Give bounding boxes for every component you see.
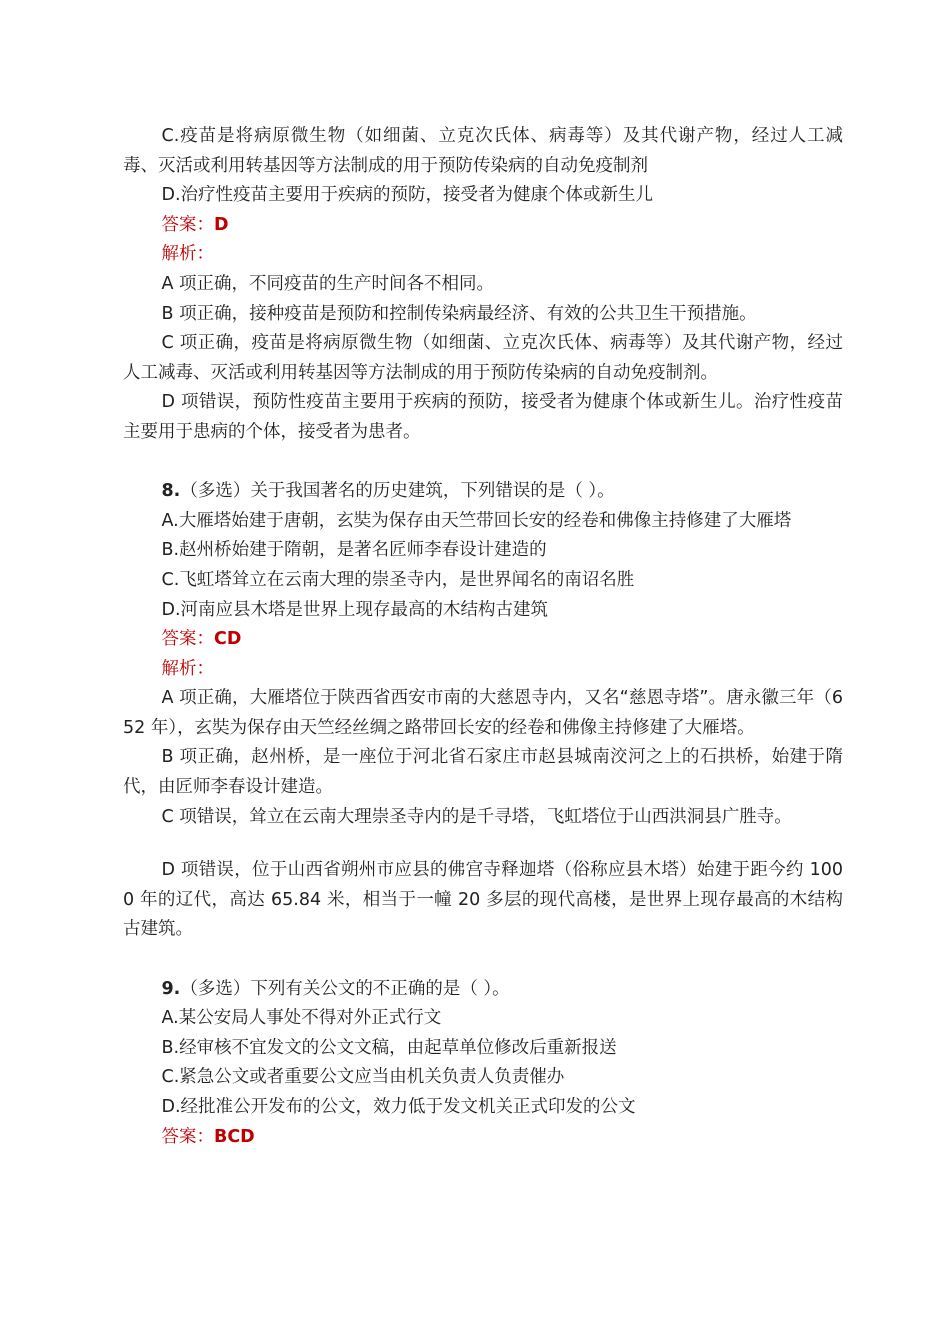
q7-option-d: D.治疗性疫苗主要用于疾病的预防，接受者为健康个体或新生儿 bbox=[161, 185, 654, 206]
q8-analysis bbox=[123, 684, 843, 945]
answer-label: 答案： bbox=[161, 629, 214, 650]
question-number: 8. bbox=[161, 481, 181, 502]
question-7-options bbox=[123, 122, 843, 211]
q9-option-c: C.紧急公文或者重要公文应当由机关负责人负责催办 bbox=[161, 1067, 565, 1088]
question-number: 9. bbox=[161, 978, 181, 999]
q7-analysis-c: C 项正确，疫苗是将病原微生物（如细菌、立克次氏体、病毒等）及其代谢产物，经过人工减毒、灭活或利用转基因等方法制成的用于预防传染病的自动免疫制剂。 bbox=[123, 333, 843, 383]
q7-analysis-d: D 项错误，预防性疫苗主要用于疾病的预防，接受者为健康个体或新生儿。治疗性疫苗主要用于患病的个体，接受者为患者。 bbox=[123, 392, 843, 442]
q7-option-c: C.疫苗是将病原微生物（如细菌、立克次氏体、病毒等）及其代谢产物，经过人工减毒、灭活或利用转基因等方法制成的用于预防传染病的自动免疫制剂 bbox=[123, 126, 843, 176]
q8-analysis-d: D 项错误，位于山西省朔州市应县的佛宫寺释迦塔（俗称应县木塔）始建于距今约 1000 年的辽代，高达 65.84 米，相当于一幢 20 多层的现代高楼，是世界上现存最高的木结构古建筑。 bbox=[123, 860, 843, 940]
q8-stem bbox=[123, 477, 843, 507]
q7-analysis-label: 解析： bbox=[161, 244, 214, 265]
q8-option-d: D.河南应县木塔是世界上现存最高的木结构古建筑 bbox=[161, 599, 549, 620]
q9-stem bbox=[123, 975, 843, 1005]
answer-value: BCD bbox=[214, 1126, 255, 1147]
question-stem: （多选）下列有关公文的不正确的是（ ）。 bbox=[180, 978, 510, 999]
q8-answer bbox=[123, 625, 843, 655]
q8-analysis-c: C 项错误，耸立在云南大理崇圣寺内的是千寻塔，飞虹塔位于山西洪洞县广胜寺。 bbox=[161, 806, 792, 827]
q9-option-d: D.经批准公开发布的公文，效力低于发文机关正式印发的公文 bbox=[161, 1097, 636, 1117]
q7-analysis bbox=[123, 270, 843, 448]
answer-value: D bbox=[214, 214, 229, 235]
q7-analysis-a: A 项正确，不同疫苗的生产时间各不相同。 bbox=[161, 273, 495, 294]
answer-label: 答案： bbox=[161, 214, 214, 235]
q7-answer bbox=[123, 211, 843, 241]
question-stem: （多选）关于我国著名的历史建筑，下列错误的是（ ）。 bbox=[180, 481, 615, 502]
q8-options bbox=[123, 507, 843, 625]
q8-option-b: B.赵州桥始建于隋朝，是著名匠师李春设计建造的 bbox=[161, 540, 547, 561]
q9-options bbox=[123, 1004, 843, 1122]
q8-analysis-label: 解析： bbox=[161, 658, 214, 679]
q7-analysis-b: B 项正确，接种疫苗是预防和控制传染病最经济、有效的公共卫生干预措施。 bbox=[161, 303, 757, 324]
answer-value: CD bbox=[214, 629, 242, 650]
q9-option-b: B.经审核不宜发文的公文文稿，由起草单位修改后重新报送 bbox=[161, 1037, 617, 1058]
q8-analysis-a: A 项正确，大雁塔位于陕西省西安市南的大慈恩寺内，又名“慈恩寺塔”。唐永徽三年（652 年），玄奘为保存由天竺经丝绸之路带回长安的经卷和佛像主持修建了大雁塔。 bbox=[123, 688, 843, 738]
answer-label: 答案： bbox=[161, 1126, 214, 1147]
q9-answer bbox=[123, 1123, 843, 1153]
document-page bbox=[123, 122, 843, 1152]
spacer bbox=[123, 945, 843, 975]
spacer bbox=[123, 448, 843, 478]
q9-option-a: A.某公安局人事处不得对外正式行文 bbox=[161, 1008, 442, 1029]
q8-option-c: C.飞虹塔耸立在云南大理的崇圣寺内，是世界闻名的南诏名胜 bbox=[161, 569, 635, 590]
q8-option-a: A.大雁塔始建于唐朝，玄奘为保存由天竺带回长安的经卷和佛像主持修建了大雁塔 bbox=[161, 510, 792, 531]
q8-analysis-b: B 项正确，赵州桥，是一座位于河北省石家庄市赵县城南洨河之上的石拱桥，始建于隋代，由匠师李春设计建造。 bbox=[123, 747, 843, 798]
spacer bbox=[123, 832, 843, 856]
